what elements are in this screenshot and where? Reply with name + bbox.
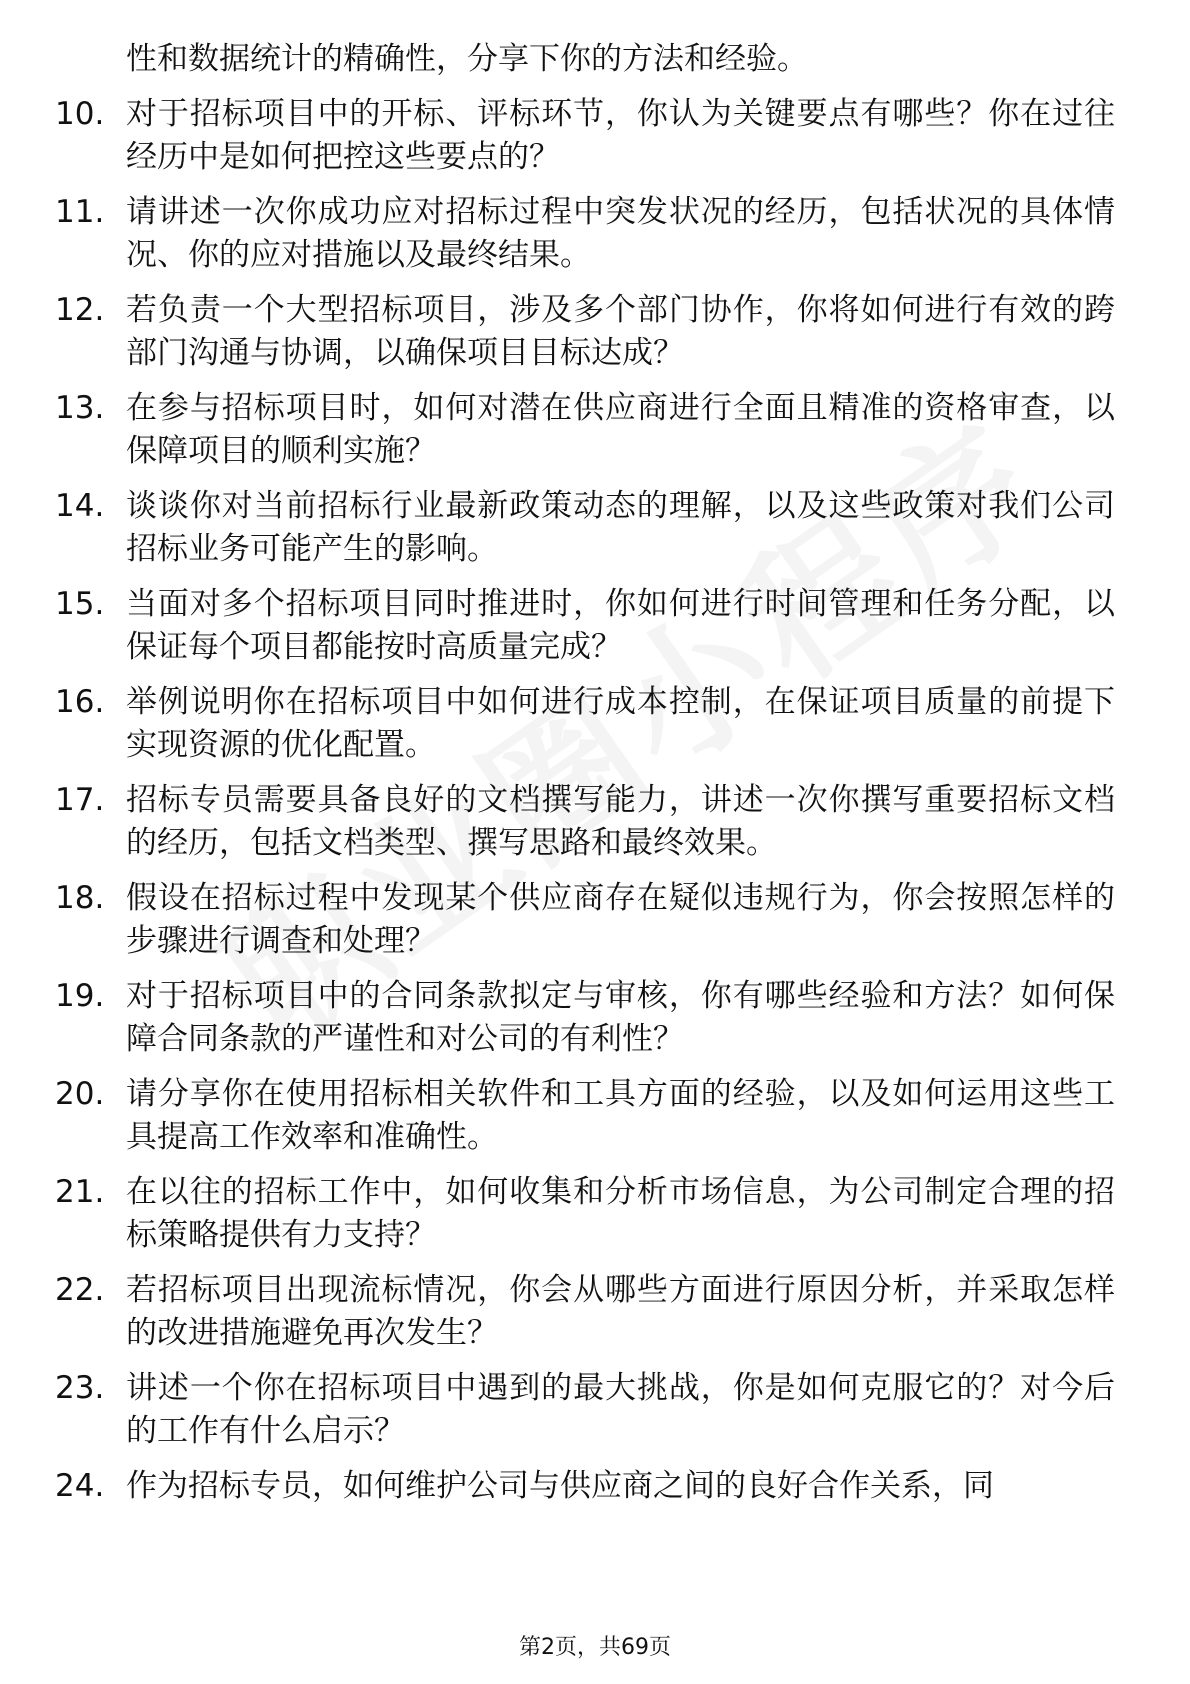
question-text: 对于招标项目中的合同条款拟定与审核，你有哪些经验和方法？如何保障合同条款的严谨性和对公司的有利性？ (126, 978, 1115, 1057)
question-item (55, 485, 1115, 571)
question-text: 举例说明你在招标项目中如何进行成本控制，在保证项目质量的前提下实现资源的优化配置。 (126, 684, 1115, 763)
question-number: 23. (55, 1370, 105, 1406)
question-number: 22. (55, 1272, 105, 1308)
question-number: 19. (55, 978, 105, 1014)
question-item (55, 779, 1115, 865)
question-number: 20. (55, 1076, 105, 1112)
question-item (55, 191, 1115, 277)
question-text: 若招标项目出现流标情况，你会从哪些方面进行原因分析，并采取怎样的改进措施避免再次发生？ (126, 1272, 1115, 1351)
question-number: 14. (55, 488, 105, 524)
question-number: 16. (55, 684, 105, 720)
question-number: 15. (55, 586, 105, 622)
question-item (55, 289, 1115, 375)
question-item (55, 877, 1115, 963)
question-item (55, 1465, 1115, 1508)
question-item (55, 387, 1115, 473)
question-item (55, 93, 1115, 179)
question-number: 11. (55, 194, 105, 230)
question-text: 在以往的招标工作中，如何收集和分析市场信息，为公司制定合理的招标策略提供有力支持？ (126, 1174, 1115, 1253)
question-item (55, 1073, 1115, 1159)
question-number: 12. (55, 292, 105, 328)
question-text: 在参与招标项目时，如何对潜在供应商进行全面且精准的资格审查，以保障项目的顺利实施？ (126, 390, 1115, 469)
question-number: 17. (55, 782, 105, 818)
question-text: 谈谈你对当前招标行业最新政策动态的理解，以及这些政策对我们公司招标业务可能产生的影响。 (126, 488, 1115, 567)
question-item (55, 583, 1115, 669)
question-text: 招标专员需要具备良好的文档撰写能力，讲述一次你撰写重要招标文档的经历，包括文档类型、撰写思路和最终效果。 (126, 782, 1115, 861)
question-text: 作为招标专员，如何维护公司与供应商之间的良好合作关系，同 (126, 1468, 994, 1504)
question-item (55, 975, 1115, 1061)
continuation-text: 性和数据统计的精确性，分享下你的方法和经验。 (126, 41, 808, 77)
question-text: 对于招标项目中的开标、评标环节，你认为关键要点有哪些？你在过往经历中是如何把控这些要点的？ (126, 96, 1115, 175)
question-text: 若负责一个大型招标项目，涉及多个部门协作，你将如何进行有效的跨部门沟通与协调，以确保项目目标达成？ (126, 292, 1115, 371)
question-item (55, 1269, 1115, 1355)
question-number: 24. (55, 1468, 105, 1504)
question-number: 18. (55, 880, 105, 916)
question-item (55, 1171, 1115, 1257)
question-text: 讲述一个你在招标项目中遇到的最大挑战，你是如何克服它的？对今后的工作有什么启示？ (126, 1370, 1115, 1449)
question-text: 请分享你在使用招标相关软件和工具方面的经验，以及如何运用这些工具提高工作效率和准确性。 (126, 1076, 1115, 1155)
question-text: 当面对多个招标项目同时推进时，你如何进行时间管理和任务分配，以保证每个项目都能按时高质量完成？ (126, 586, 1115, 665)
question-number: 10. (55, 96, 105, 132)
page-footer: 第2页，共69页 (519, 1635, 671, 1660)
question-text: 假设在招标过程中发现某个供应商存在疑似违规行为，你会按照怎样的步骤进行调查和处理？ (126, 880, 1115, 959)
question-list (55, 38, 1115, 1520)
question-text: 请讲述一次你成功应对招标过程中突发状况的经历，包括状况的具体情况、你的应对措施以及最终结果。 (126, 194, 1115, 273)
question-number: 13. (55, 390, 105, 426)
question-item (55, 681, 1115, 767)
question-number: 21. (55, 1174, 105, 1210)
question-item (55, 1367, 1115, 1453)
